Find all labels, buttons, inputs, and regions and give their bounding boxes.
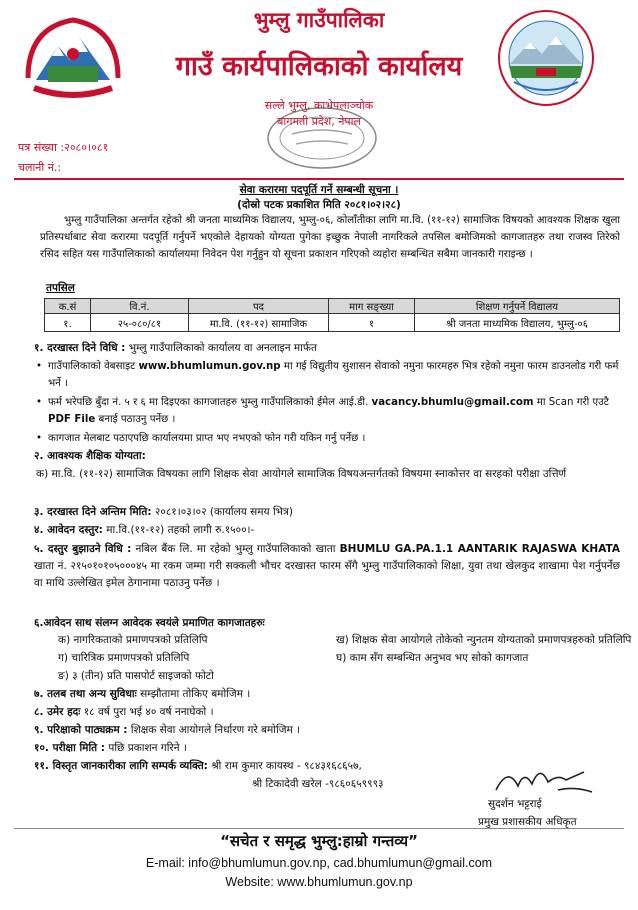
table-header-row	[45, 299, 620, 314]
website-link[interactable]: www.bhumlumun.gov.np	[138, 361, 281, 372]
list-item: क) नागरिकताको प्रमाणपत्रको प्रतिलिपि	[58, 634, 208, 646]
office-stamp-icon	[262, 104, 382, 170]
list-item: ङ) ३ (तीन) प्रति पासपोर्ट साइजको फोटो	[58, 670, 214, 682]
footer-divider	[14, 828, 624, 829]
notice-intro: भुम्लु गाउँपालिका अन्तर्गत रहेको श्री जनता माध्यमिक विद्यालय, भुम्लु-०६, कोलाँतीका लागि मा.वि. (११-१२) सामाजिक विषयको आवश्यक शिक्षक खुला प्रतिस्पर्धाबाट सेवा करारमा पदपूर्ति गर्नुपर्ने भएकोले देहायको योग्यता पुगेका इच्छुक नेपाली नागरिकले तपसिल बमोजिमको कागजातहरु तथा राजस्व तिरेको रसिद सहित यस गाउँपालिकाको कार्यालयमा निवेदन पेश गर्नुहुन यो सूचना प्रकाशन गरिएको व्यहोरा सम्बन्धित सबैमा जानकारी गराइन्छ ।	[40, 215, 620, 260]
dispatch-number: चलानी नं.:	[18, 161, 62, 174]
signatory-title: प्रमुख प्रशासकीय अधिकृत	[478, 816, 577, 828]
bank-account-name: BHUMLU GA.PA.1.1 AANTARIK RAJASWA KHATA	[339, 543, 620, 555]
section-1-text: भुम्लु गाउँपालिकाको कार्यालय वा अनलाइन मार्फत	[125, 342, 317, 354]
vacancy-table	[44, 298, 620, 332]
signatory-name: सुदर्शन भट्टराई	[488, 798, 542, 810]
col-serial: क.सं	[45, 299, 91, 314]
list-item: • फर्म भरेपछि बुँदा नं. ५ र ६ मा दिइएका कागजातहरु भुम्लु गाउँपालिकाको ईमेल आई.डी. vacancy.bhumlu@gmail.com मा Scan गरी एउटै PDF File बनाई पठाउनु पर्नेछ ।	[48, 394, 620, 428]
section-2-text: क) मा.वि. (११-१२) सामाजिक विषयका लागि शिक्षक सेवा आयोगले सामाजिक विषयअन्तर्गतको विषयमा स्नाकोत्तर वा सरहको परीक्षा उत्तिर्ण	[36, 468, 567, 480]
section-7: ७. तलब तथा अन्य सुविधाः सम्झौतामा तोकिए बमोजिम ।	[34, 688, 251, 700]
cell-school: श्री जनता माध्यमिक विद्यालय, भुम्लु-०६	[415, 314, 620, 332]
section-5: ५. दस्तुर बुझाउने विधि : नबिल बैंक लि. मा रहेको भुम्लु गाउँपालिकाको खाता BHUMLU GA.PA.1.1 AANTARIK RAJASWA KHATA खाता नं. २१५०१०१०५०००४५ मा रकम जम्मा गरी सक्कली भौचर दरखास्त फारम सँगै भुम्लु गाउँपालिकाको शिक्षा, युवा तथा खेलकुद शाखामा पेश गर्नुपर्नेछ वा माथि उल्लेखित इमेल ठेगानामा पठाउनु पर्नेछ ।	[34, 543, 620, 589]
section-2: २. आवश्यक शैक्षिक योग्यता:	[34, 450, 146, 462]
notice-title: सेवा करारमा पदपूर्ति गर्ने सम्बन्धी सूचना ।	[239, 184, 399, 196]
list-item: घ) काम सँग सम्बन्धित अनुभव भए सोको कागजात	[336, 652, 529, 664]
footer-email[interactable]: E-mail: info@bhumlumun.gov.np, cad.bhumlumun@gmail.com	[145, 856, 493, 870]
list-item: • गाउँपालिकाको वेबसाइट www.bhumlumun.gov.np मा गई विद्युतीय सुशासन सेवाको नमुना फारमहरु भित्र रहेको नमुना फारम डाउनलोड गरी फर्म भर्ने ।	[48, 358, 620, 392]
section-1	[34, 341, 317, 355]
office-name: गाउँ कार्यपालिकाको कार्यालय	[175, 51, 463, 82]
reference-number: पत्र संख्या :२०८०।०८१	[18, 141, 109, 154]
section-8: ८. उमेर हदः १८ वर्ष पुरा भई ४० वर्ष ननाघेको ।	[34, 706, 214, 718]
cell-serial: १.	[45, 314, 91, 332]
section-1-label: १. दरखास्त दिने विधि :	[34, 342, 126, 354]
footer-slogan: “सचेत र समृद्ध भुम्लु:हाम्रो गन्तव्य”	[220, 832, 418, 850]
municipality-name: भुम्लु गाउँपालिका	[253, 8, 385, 32]
col-school: शिक्षण गर्नुपर्ने विद्यालय	[415, 299, 620, 314]
section-9: ९. परिक्षाको पाठ्यक्रम : शिक्षक सेवा आयोगले निर्धारण गरे बमोजिम ।	[34, 724, 301, 736]
header-divider	[14, 178, 624, 180]
section-3: ३. दरखास्त दिने अन्तिम मिति: २०८१।०३।०२ (कार्यालय समय भित्र)	[34, 506, 293, 518]
col-ad-no: वि.नं.	[91, 299, 189, 314]
section-11: ११. विस्तृत जानकारीका लागि सम्पर्क व्यक्ति: श्री राम कुमार कायस्थ - ९८४३१६८६५७,	[34, 760, 362, 772]
section-10: १०. परीक्षा मिति : पछि प्रकाशन गरिने ।	[34, 742, 187, 754]
list-item: • कागजात मेलबाट पठाएपछि कार्यालयमा प्राप्त भए नभएको फोन गरी यकिन गर्नु पर्नेछ ।	[48, 430, 620, 447]
vacancy-email-link[interactable]: vacancy.bhumlu@gmail.com	[371, 397, 534, 408]
section-6: ६.आवेदन साथ संलग्न आवेदक स्वयंले प्रमाणित कागजातहरुः	[34, 617, 265, 629]
cell-demand: १	[329, 314, 415, 332]
col-post: पद	[189, 299, 329, 314]
contact-2: श्री टिकादेवी खरेल -९८६०६५९९९३	[252, 778, 384, 790]
address-line-1: सल्ले भुम्लु, काभ्रेपलाञ्चोक	[264, 99, 374, 112]
list-item: ख) शिक्षक सेवा आयोगले तोकेको न्युनतम योग्यताको प्रमाणपत्रहरुको प्रतिलिपि	[336, 634, 632, 646]
signature-icon	[488, 760, 598, 800]
cell-post: मा.वि. (११-१२) सामाजिक	[189, 314, 329, 332]
section-4: ४. आवेदन दस्तुर: मा.वि.(११-१२) तहको लागी रु.१५००।-	[34, 524, 255, 536]
address-line-2: बागमती प्रदेश, नेपाल	[277, 115, 361, 128]
col-demand: माग सङ्ख्या	[329, 299, 415, 314]
tapsil-heading: तपसिल	[46, 282, 75, 294]
cell-ad-no: २५-०८०/८१	[91, 314, 189, 332]
footer-website[interactable]: Website: www.bhumlumun.gov.np	[225, 875, 413, 889]
table-row	[45, 314, 620, 332]
notice-subtitle: (दोस्रो पटक प्रकाशित मिति २०८१।०२।२८)	[237, 199, 401, 211]
list-item: ग) चारित्रिक प्रमाणपत्रको प्रतिलिपि	[58, 652, 190, 664]
